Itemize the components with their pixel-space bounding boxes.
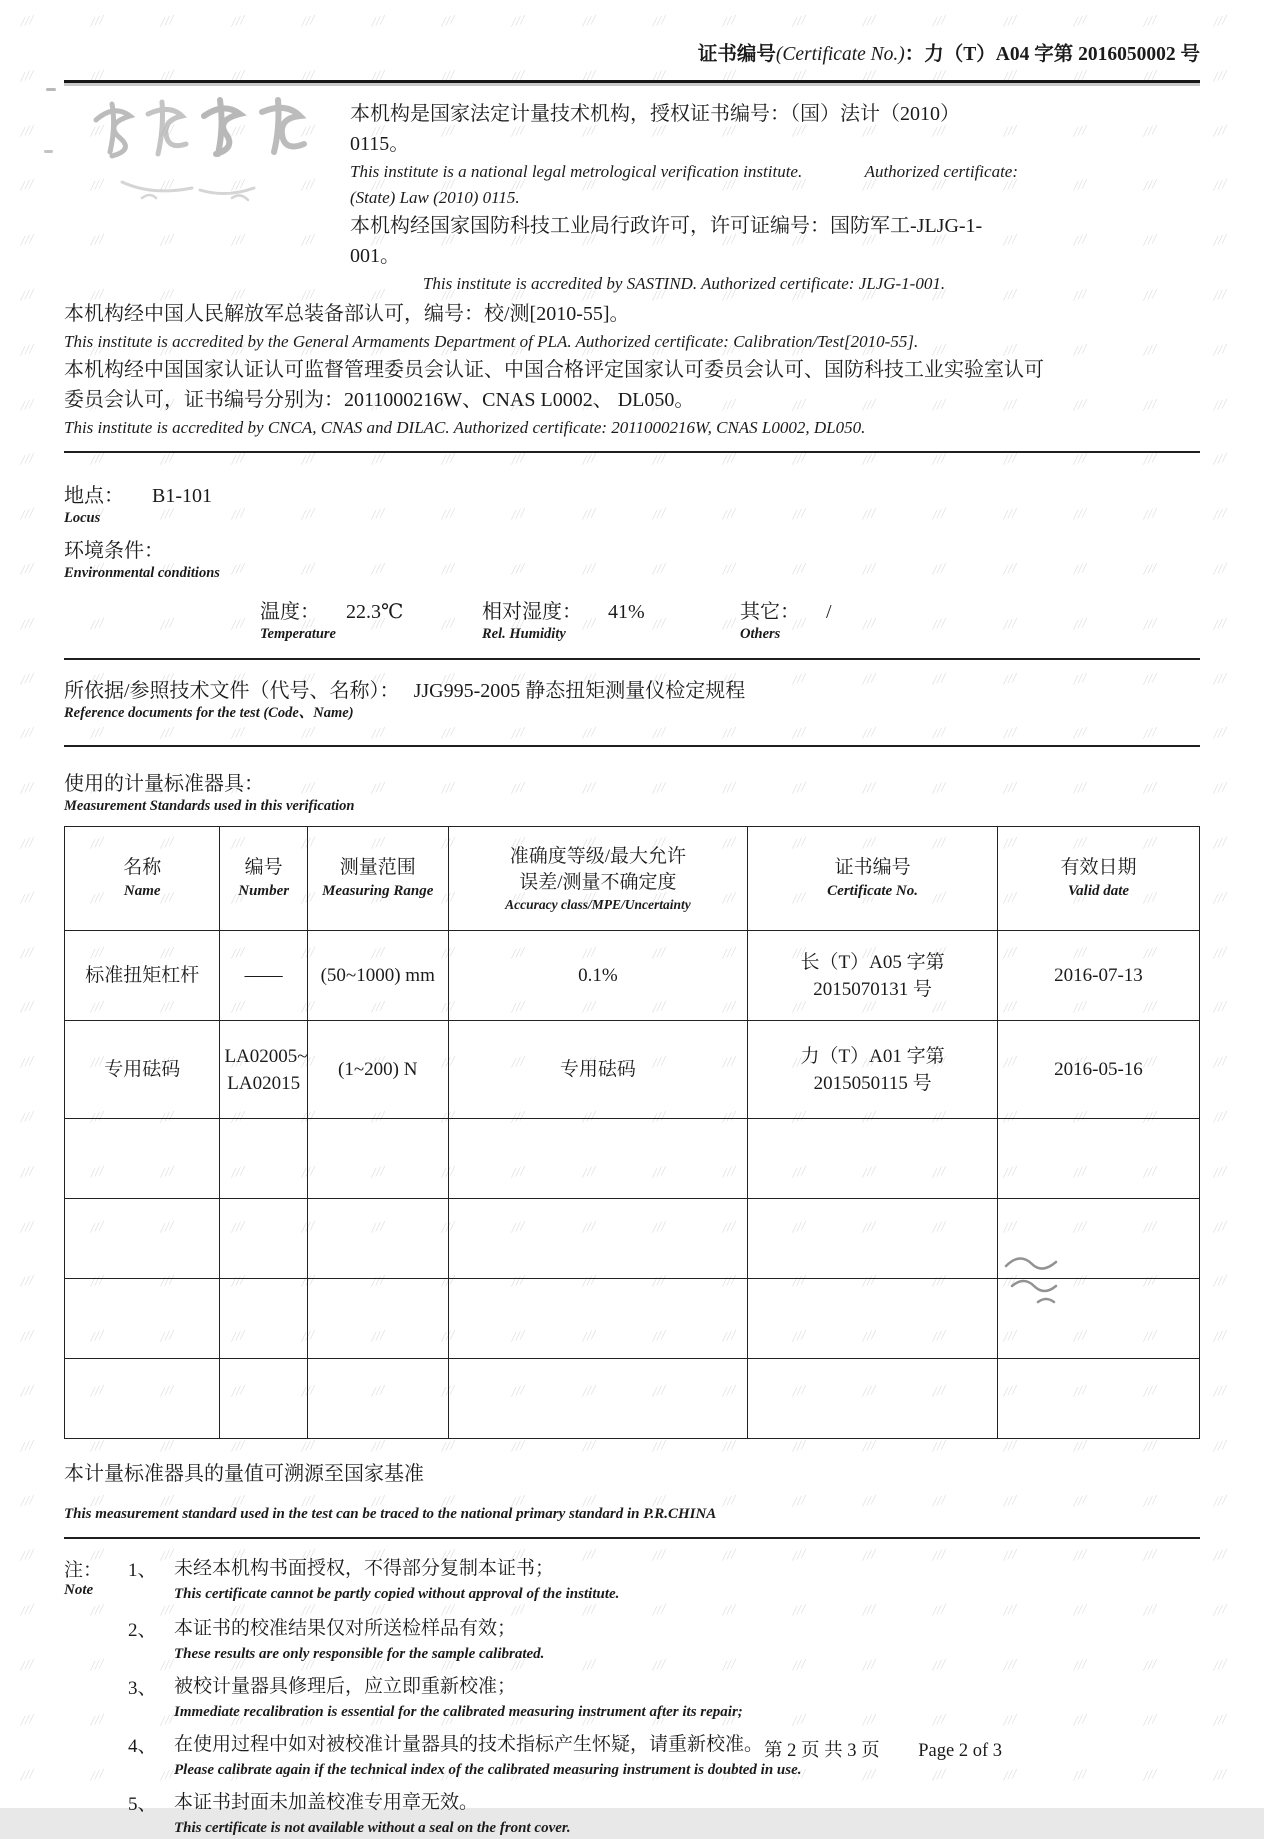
notes-section <box>64 1555 1200 1839</box>
page-number-en: Page 2 of 3 <box>918 1741 1002 1761</box>
accreditation-body <box>64 299 1200 441</box>
table-empty-row <box>65 1279 1200 1359</box>
cell-number: —— <box>220 931 307 1021</box>
note-text-cn: 本证书的校准结果仅对所送检样品有效； <box>174 1618 517 1639</box>
cell-accuracy: 0.1% <box>448 931 748 1021</box>
accreditation-line1-en-cont: (State) Law (2010) 0115. <box>350 188 520 207</box>
standards-table <box>64 826 1200 1439</box>
accreditation-line1-cn: 本机构是国家法定计量技术机构，授权证书编号：（国）法计（2010）0115。 <box>350 103 960 155</box>
note-text-en: These results are only responsible for the sample calibrated. <box>174 1646 545 1662</box>
note-number: 5、 <box>128 1794 157 1815</box>
env-title-cn: 环境条件： <box>64 540 164 562</box>
others-value: / <box>826 601 832 623</box>
location-label-cn: 地点： <box>64 485 124 507</box>
col-valid-date: 有效日期 Valid date <box>997 827 1199 931</box>
note-text-en: This certificate is not available without a seal on the front cover. <box>174 1820 571 1836</box>
note-text-en: This certificate cannot be partly copied without approval of the institute. <box>174 1586 620 1602</box>
cell-certificate: 长（T）A05 字第 2015070131 号 <box>748 931 998 1021</box>
accreditation-line1-en-right: Authorized certificate: <box>864 162 1018 181</box>
accreditation-line4-en: This institute is accredited by CNCA, CNAS and DILAC. Authorized certificate: 2011000216W, CNAS L0002, DL050. <box>64 418 866 437</box>
col-certificate: 证书编号 Certificate No. <box>748 827 998 931</box>
certificate-no-value: ：力（T）A04 字第 2016050002 号 <box>904 44 1200 65</box>
env-title-en: Environmental conditions <box>64 565 220 581</box>
col-number: 编号 Number <box>220 827 307 931</box>
section-rule <box>64 1537 1200 1539</box>
standards-title-en: Measurement Standards used in this verification <box>64 798 355 814</box>
certificate-number-line <box>64 38 1200 66</box>
others-label-cn: 其它： <box>740 601 800 623</box>
note-number: 2、 <box>128 1620 157 1641</box>
accreditation-line4-cn: 本机构经中国国家认证认可监督管理委员会认证、中国合格评定国家认可委员会认可、国防科技工业实验室认可 <box>64 359 1044 381</box>
location-value: B1-101 <box>152 485 212 507</box>
others-label-en: Others <box>740 626 781 642</box>
env-values-row <box>260 595 1200 644</box>
note-label-en: Note <box>64 1582 94 1598</box>
humidity-label-en: Rel. Humidity <box>482 626 566 642</box>
reference-row <box>64 674 1200 703</box>
temperature-value: 22.3℃ <box>346 601 404 623</box>
accreditation-intro <box>350 99 1018 297</box>
humidity-label-cn: 相对湿度： <box>482 601 582 623</box>
col-range: 测量范围 Measuring Range <box>307 827 448 931</box>
accreditation-line3-cn: 本机构经中国人民解放军总装备部认可，编号：校/测[2010-55]。 <box>64 303 630 325</box>
temperature-label-cn: 温度： <box>260 601 320 623</box>
cell-valid-date: 2016-05-16 <box>997 1021 1199 1119</box>
cell-name: 标准扭矩杠杆 <box>65 931 220 1021</box>
note-text-cn: 本证书封面未加盖校准专用章无效。 <box>174 1792 479 1813</box>
cell-accuracy: 专用砝码 <box>448 1021 748 1119</box>
table-empty-row <box>65 1119 1200 1199</box>
note-number: 1、 <box>128 1560 157 1581</box>
others-group <box>740 595 832 644</box>
note-text-cn: 被校计量器具修理后，应立即重新校准； <box>174 1676 517 1697</box>
certificate-no-label-cn: 证书编号 <box>697 44 776 65</box>
table-row <box>65 931 1200 1021</box>
header-rule <box>64 80 1200 83</box>
temperature-group <box>260 595 482 644</box>
table-empty-row <box>65 1199 1200 1279</box>
reference-value: JJG995-2005 静态扭矩测量仪检定规程 <box>413 680 746 702</box>
accreditation-line2-cn: 本机构经国家国防科技工业局行政许可，许可证编号：国防军工-JLJG-1-001。 <box>350 215 983 267</box>
humidity-value: 41% <box>608 601 645 623</box>
note-item <box>64 1789 1200 1839</box>
cell-range: (1~200) N <box>307 1021 448 1119</box>
reference-label-en: Reference documents for the test (Code、Name) <box>64 705 354 721</box>
note-item <box>64 1555 1200 1613</box>
cell-range: (50~1000) mm <box>307 931 448 1021</box>
certificate-no-label-en: (Certificate No.) <box>775 44 905 65</box>
page-number-cn: 第 2 页 共 3 页 <box>763 1741 880 1761</box>
accreditation-line1-en <box>350 159 1018 185</box>
col-name: 名称 Name <box>65 827 220 931</box>
page-footer <box>764 1736 1002 1762</box>
standards-title-cn: 使用的计量标准器具： <box>64 773 264 795</box>
note-text-en: Please calibrate again if the technical index of the calibrated measuring instrument is doubted in use. <box>174 1762 802 1778</box>
traceability-statement-cn: 本计量标准器具的量值可溯源至国家基准 <box>64 1463 424 1485</box>
table-row <box>65 1021 1200 1119</box>
note-text-en: Immediate recalibration is essential for the calibrated measuring instrument after its repair; <box>174 1704 743 1720</box>
section-rule <box>64 658 1200 660</box>
note-label-cn: 注： <box>64 1560 103 1581</box>
section-rule <box>64 745 1200 747</box>
reference-label-cn: 所依据/参照技术文件（代号、名称）： <box>64 680 400 702</box>
note-item <box>64 1731 1200 1781</box>
col-accuracy: 准确度等级/最大允许 误差/测量不确定度 Accuracy class/MPE/Uncertainty <box>448 827 748 931</box>
cell-valid-date: 2016-07-13 <box>997 931 1199 1021</box>
accreditation-line3-en: This institute is accredited by the General Armaments Department of PLA. Authorized certificate: Calibration/Test[2010-55]. <box>64 332 919 351</box>
note-number: 4、 <box>128 1736 157 1757</box>
humidity-group <box>482 595 740 644</box>
note-text-cn: 在使用过程中如对被校准计量器具的技术指标产生怀疑，请重新校准。 <box>174 1734 764 1755</box>
location-label-en: Locus <box>64 510 101 526</box>
accreditation-line5-cn: 委员会认可，证书编号分别为：2011000216W、CNAS L0002、 DL050。 <box>64 389 695 411</box>
note-item <box>64 1673 1200 1723</box>
accreditation-line2-en: This institute is accredited by SASTIND. Authorized certificate: JLJG-1-001. <box>422 274 946 293</box>
cell-name: 专用砝码 <box>65 1021 220 1119</box>
cell-number: LA02005~ LA02015 <box>220 1021 307 1119</box>
note-item <box>64 1615 1200 1665</box>
note-number: 3、 <box>128 1678 157 1699</box>
location-row <box>64 479 1200 508</box>
standards-table-header-row <box>65 827 1200 931</box>
note-text-cn: 未经本机构书面授权，不得部分复制本证书； <box>174 1558 555 1579</box>
accreditation-line1-en-left: This institute is a national legal metrological verification institute. <box>350 162 803 181</box>
section-rule <box>64 451 1200 453</box>
traceability-statement-en: This measurement standard used in the test can be traced to the national primary standard in P.R.CHINA <box>64 1506 717 1522</box>
temperature-label-en: Temperature <box>260 626 336 642</box>
cell-certificate: 力（T）A01 字第 2015050115 号 <box>748 1021 998 1119</box>
table-empty-row <box>65 1359 1200 1439</box>
